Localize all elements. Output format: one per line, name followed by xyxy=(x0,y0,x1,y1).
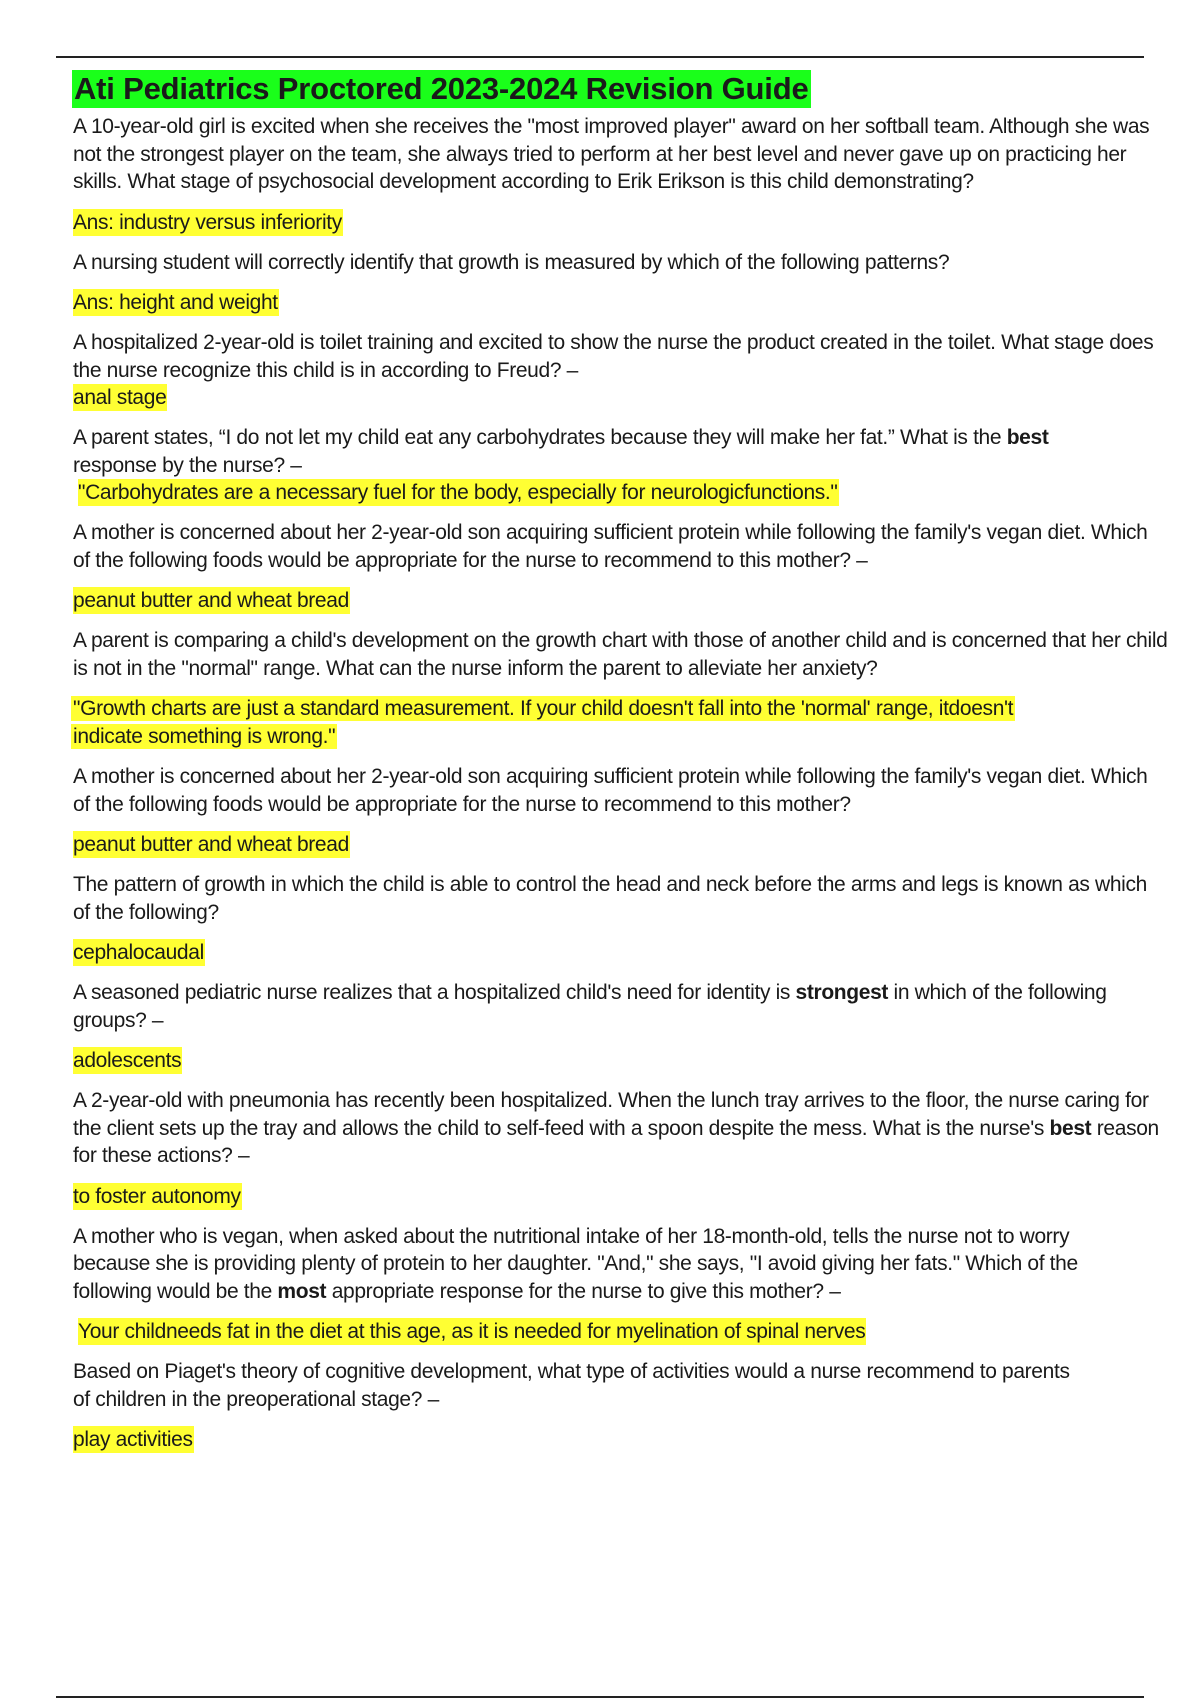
question-9 xyxy=(73,979,1168,1034)
answer-6-line-1: "Growth charts are just a standard measurement. If your child doesn't fall into the 'normal' range, itdoesn't xyxy=(73,697,1014,720)
question-12: Based on Piaget's theory of cognitive development, what type of activities would a nurse recommend to parents of children in the preoperational stage? – xyxy=(73,1360,1070,1411)
question-6: A parent is comparing a child's development on the growth chart with those of another child and is concerned that her child is not in the "normal" range. What can the nurse inform the parent to alleviate her anxiety? xyxy=(73,629,1168,680)
question-10-post: reason for these actions? – xyxy=(73,1116,1159,1167)
document-title: Ati Pediatrics Proctored 2023-2024 Revision Guide xyxy=(74,71,809,106)
question-4 xyxy=(73,424,1073,479)
question-3: A hospitalized 2-year-old is toilet training and excited to show the nurse the product created in the toilet. What stage does the nurse recognize this child is in according to Freud? – xyxy=(73,331,1154,382)
answer-12: play activities xyxy=(73,1428,193,1451)
answer-7: peanut butter and wheat bread xyxy=(73,833,349,856)
question-11-emphasis: most xyxy=(277,1279,327,1303)
answer-3: anal stage xyxy=(73,386,167,409)
answer-6-line-2: indicate something is wrong." xyxy=(73,724,336,748)
question-11-pre: A mother who is vegan, when asked about the nutritional intake of her 18-month-old, tells the nurse not to worry because she is providing plenty of protein to her daughter. "And," she says, "I avoid giving her fats." Which of the following would be the xyxy=(73,1224,1078,1303)
question-11-post: appropriate response for the nurse to give this mother? – xyxy=(326,1279,841,1303)
question-7: A mother is concerned about her 2-year-old son acquiring sufficient protein while following the family's vegan diet. Which of the following foods would be appropriate for the nurse to recommend to this mother? xyxy=(73,765,1148,816)
question-4-pre: A parent states, “I do not let my child eat any carbohydrates because they will make her fat.” What is the xyxy=(73,426,1007,449)
question-10-pre: A 2-year-old with pneumonia has recently been hospitalized. When the lunch tray arrives to the floor, the nurse caring for the client sets up the tray and allows the child to self-feed with a spoon despite the mess. What is the nurse's xyxy=(73,1089,1149,1140)
question-4-emphasis: best xyxy=(1006,426,1049,449)
answer-10: to foster autonomy xyxy=(73,1184,241,1208)
question-11 xyxy=(73,1223,1113,1306)
answer-8: cephalocaudal xyxy=(73,941,204,964)
answer-11: Your childneeds fat in the diet at this age, as it is needed for myelination of spinal nerves xyxy=(78,1320,866,1343)
answer-2: Ans: height and weight xyxy=(73,291,278,314)
question-9-emphasis: strongest xyxy=(795,981,889,1004)
question-8: The pattern of growth in which the child is able to control the head and neck before the arms and legs is known as which of the following? xyxy=(73,873,1147,924)
answer-1: Ans: industry versus inferiority xyxy=(73,210,342,234)
question-1: A 10-year-old girl is excited when she receives the "most improved player" award on her softball team. Although she was not the strongest player on the team, she always tried to perform at her best level and never gave up on practicing her skills. What stage of psychosocial development according to Erik Erikson is this child demonstrating? xyxy=(73,115,1150,193)
question-9-pre: A seasoned pediatric nurse realizes that a hospitalized child's need for identity is xyxy=(73,981,796,1004)
question-10-emphasis: best xyxy=(1049,1116,1092,1140)
top-rule xyxy=(56,56,1144,58)
bottom-rule xyxy=(56,1696,1144,1698)
answer-5: peanut butter and wheat bread xyxy=(73,589,349,612)
answer-9: adolescents xyxy=(73,1049,182,1072)
document-content xyxy=(73,70,1168,1466)
question-2: A nursing student will correctly identify that growth is measured by which of the following patterns? xyxy=(73,250,950,274)
question-9-post: in which of the following groups? – xyxy=(73,981,1107,1032)
answer-4: "Carbohydrates are a necessary fuel for the body, especially for neurologicfunctions." xyxy=(78,481,838,504)
question-4-post: response by the nurse? – xyxy=(73,453,302,477)
question-10 xyxy=(73,1087,1168,1170)
question-5: A mother is concerned about her 2-year-old son acquiring sufficient protein while following the family's vegan diet. Which of the following foods would be appropriate for the nurse to recommend to this mother? – xyxy=(73,521,1148,572)
